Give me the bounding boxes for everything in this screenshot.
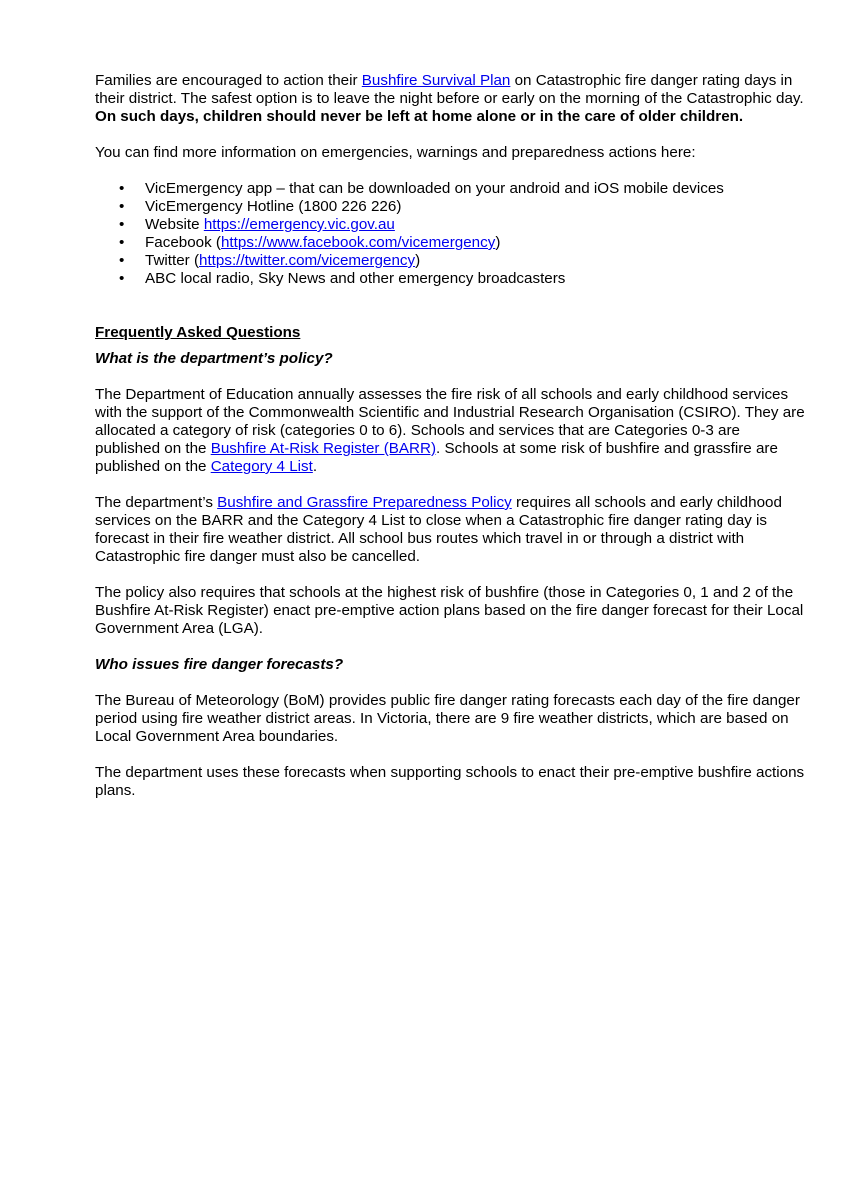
category-4-list-link[interactable]: Category 4 List [210,458,313,475]
twitter-link[interactable]: https://twitter.com/vicemergency [199,252,416,269]
bullet-icon: • [119,234,125,251]
list-item [95,234,805,252]
faq-answer-forecasts-paragraph-2: The department uses these forecasts when supporting schools to enact their pre-emptive bushfire actions plans. [95,764,805,799]
faq-answer-forecasts-paragraph-1: The Bureau of Meteorology (BoM) provides public fire danger rating forecasts each day of the fire danger period using fire weather district areas. In Victoria, there are 9 fire weather districts, which are based on Local Government Area boundaries. [95,692,800,745]
intro-paragraph [95,72,805,126]
faq-question-policy: What is the department’s policy? [95,350,333,367]
list-item [95,216,805,234]
intro-text-continued: on Catastrophic fire danger rating days in their district. The safest option is to leave the night before or early on the morning of the Catastrophic day. [95,72,804,107]
list-item [95,252,805,270]
answer-text: requires all schools and early childhood services on the BARR and the Category 4 List to close when a Catastrophic fire danger rating day is forecast in their fire weather district. All school bus routes which travel in or through a district with Catastrophic fire danger must also be cancelled. [95,494,782,565]
answer-text: The Department of Education annually assesses the fire risk of all schools and early childhood services with the support of the Commonwealth Scientific and Industrial Research Organisation (CSIRO). They are allocated a category of risk (categories 0 to 6). Schools and services that are Categories 0-3 are published on the [95,386,805,457]
list-item-text: Facebook ( [145,234,221,251]
list-item-text: Website [145,216,204,233]
intro-warning-bold: On such days, children should never be left at home alone or in the care of older children. [95,108,744,125]
list-item-text-end: ) [495,234,501,251]
bullet-icon: • [119,270,125,287]
answer-text: The department’s [95,494,218,511]
list-item [95,270,805,288]
bullet-icon: • [119,198,125,215]
bullet-icon: • [119,180,125,197]
answer-text: . Schools at some risk of bushfire and grassfire are published on the [95,440,778,475]
barr-link[interactable]: Bushfire At-Risk Register (BARR) [210,440,437,457]
bushfire-survival-plan-link[interactable]: Bushfire Survival Plan [361,72,511,89]
intro-text: Families are encouraged to action their [95,72,362,89]
list-item [95,180,805,198]
list-item-text: VicEmergency Hotline (1800 226 226) [145,198,402,215]
faq-answer-policy-paragraph-1 [95,386,805,476]
bullet-icon: • [119,216,125,233]
resources-list [95,180,805,288]
list-item-text-end: ) [415,252,421,269]
emergency-website-link[interactable]: https://emergency.vic.gov.au [203,216,395,233]
facebook-link[interactable]: https://www.facebook.com/vicemergency [220,234,496,251]
list-item-text: VicEmergency app – that can be downloaded on your android and iOS mobile devices [145,180,724,197]
list-item-text: Twitter ( [145,252,200,269]
faq-answer-policy-paragraph-2 [95,494,805,566]
answer-text: . [312,458,318,475]
preparedness-policy-link[interactable]: Bushfire and Grassfire Preparedness Policy [217,494,512,511]
faq-heading: Frequently Asked Questions [95,324,301,341]
list-item-text: ABC local radio, Sky News and other emergency broadcasters [145,270,566,287]
faq-question-forecasts: Who issues fire danger forecasts? [95,656,344,673]
faq-answer-policy-paragraph-3: The policy also requires that schools at the highest risk of bushfire (those in Categories 0, 1 and 2 of the Bushfire At-Risk Register) enact pre-emptive action plans based on the fire danger forecast for their Local Government Area (LGA). [95,584,804,637]
list-item [95,198,805,216]
resources-intro: You can find more information on emergencies, warnings and preparedness actions here: [95,144,696,161]
document-page [95,72,805,800]
bullet-icon: • [119,252,125,269]
